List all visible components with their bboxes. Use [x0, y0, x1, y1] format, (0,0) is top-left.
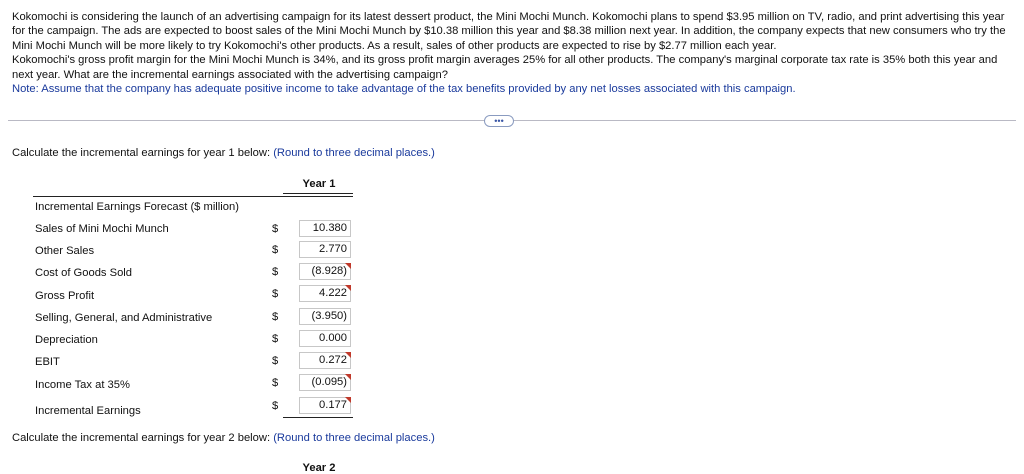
row-label: Gross Profit [35, 290, 95, 302]
year1-instruction-text: Calculate the incremental earnings for year 1 below: [12, 147, 271, 159]
answer-value: (3.950) [311, 310, 347, 322]
answer-input[interactable] [299, 308, 351, 325]
problem-statement [12, 10, 1012, 96]
year1-instruction [12, 146, 435, 160]
answer-value: 2.770 [319, 243, 347, 255]
problem-paragraph-1: Kokomochi is considering the launch of an advertising campaign for its latest dessert product, the Mini Mochi Munch. Kokomochi plans to spend $3.95 million on TV, radio, and print advertising this year for the campaign. The ads are expected to boost sales of the Mini Mochi Munch by $10.38 million this year and $8.38 million next year. In addition, the company expects that new consumers who try the Mini Mochi Munch will be more likely to try Kokomochi's other products. As a result, sales of other products are expected to rise by $2.77 million each year. [12, 11, 1006, 52]
answer-input[interactable] [299, 397, 351, 414]
currency-symbol: $ [272, 223, 279, 235]
row-label: Incremental Earnings [35, 405, 141, 417]
currency-symbol: $ [272, 377, 279, 389]
row-label: Sales of Mini Mochi Munch [35, 223, 169, 235]
year2-instruction [12, 431, 435, 445]
row-label: Cost of Goods Sold [35, 267, 133, 279]
incorrect-flag-icon [345, 374, 351, 380]
expand-more-button[interactable] [484, 115, 514, 127]
answer-value: (8.928) [311, 265, 347, 277]
header-underline [283, 193, 353, 194]
answer-input[interactable] [299, 330, 351, 347]
ellipsis-icon: ••• [494, 116, 504, 126]
answer-input[interactable] [299, 241, 351, 258]
currency-symbol: $ [272, 400, 279, 412]
currency-symbol: $ [272, 266, 279, 278]
answer-value: 0.272 [319, 354, 347, 366]
currency-symbol: $ [272, 355, 279, 367]
problem-paragraph-2: Kokomochi's gross profit margin for the Mini Mochi Munch is 34%, and its gross profit margin averages 25% for all other products. The company's marginal corporate tax rate is 35% both this year and next year. What are the incremental earnings associated with the advertising campaign? [12, 54, 998, 81]
answer-value: 10.380 [312, 222, 347, 234]
total-rule [283, 417, 353, 418]
answer-input[interactable] [299, 263, 351, 280]
incorrect-flag-icon [345, 263, 351, 269]
answer-value: 0.177 [319, 399, 347, 411]
row-label: Other Sales [35, 245, 95, 257]
answer-value: (0.095) [311, 376, 347, 388]
incorrect-flag-icon [345, 285, 351, 291]
row-label: EBIT [35, 356, 60, 368]
table-top-rule [33, 196, 353, 197]
answer-value: 4.222 [319, 287, 347, 299]
year2-instruction-text: Calculate the incremental earnings for year 2 below: [12, 432, 271, 444]
incorrect-flag-icon [345, 352, 351, 358]
year1-hint: (Round to three decimal places.) [273, 147, 435, 159]
answer-value: 0.000 [319, 332, 347, 344]
year1-column-header: Year 1 [302, 178, 336, 190]
answer-input[interactable] [299, 285, 351, 302]
row-label: Depreciation [35, 334, 98, 346]
answer-input[interactable] [299, 220, 351, 237]
year2-column-header: Year 2 [302, 462, 336, 474]
table-title: Incremental Earnings Forecast ($ million) [35, 201, 239, 213]
currency-symbol: $ [272, 244, 279, 256]
year2-hint: (Round to three decimal places.) [273, 432, 435, 444]
answer-input[interactable] [299, 352, 351, 369]
incorrect-flag-icon [345, 397, 351, 403]
currency-symbol: $ [272, 311, 279, 323]
currency-symbol: $ [272, 288, 279, 300]
answer-input[interactable] [299, 374, 351, 391]
problem-note: Note: Assume that the company has adequate positive income to take advantage of the tax benefits provided by any net losses associated with this campaign. [12, 83, 796, 96]
row-label: Selling, General, and Administrative [35, 312, 213, 324]
currency-symbol: $ [272, 333, 279, 345]
row-label: Income Tax at 35% [35, 379, 130, 391]
